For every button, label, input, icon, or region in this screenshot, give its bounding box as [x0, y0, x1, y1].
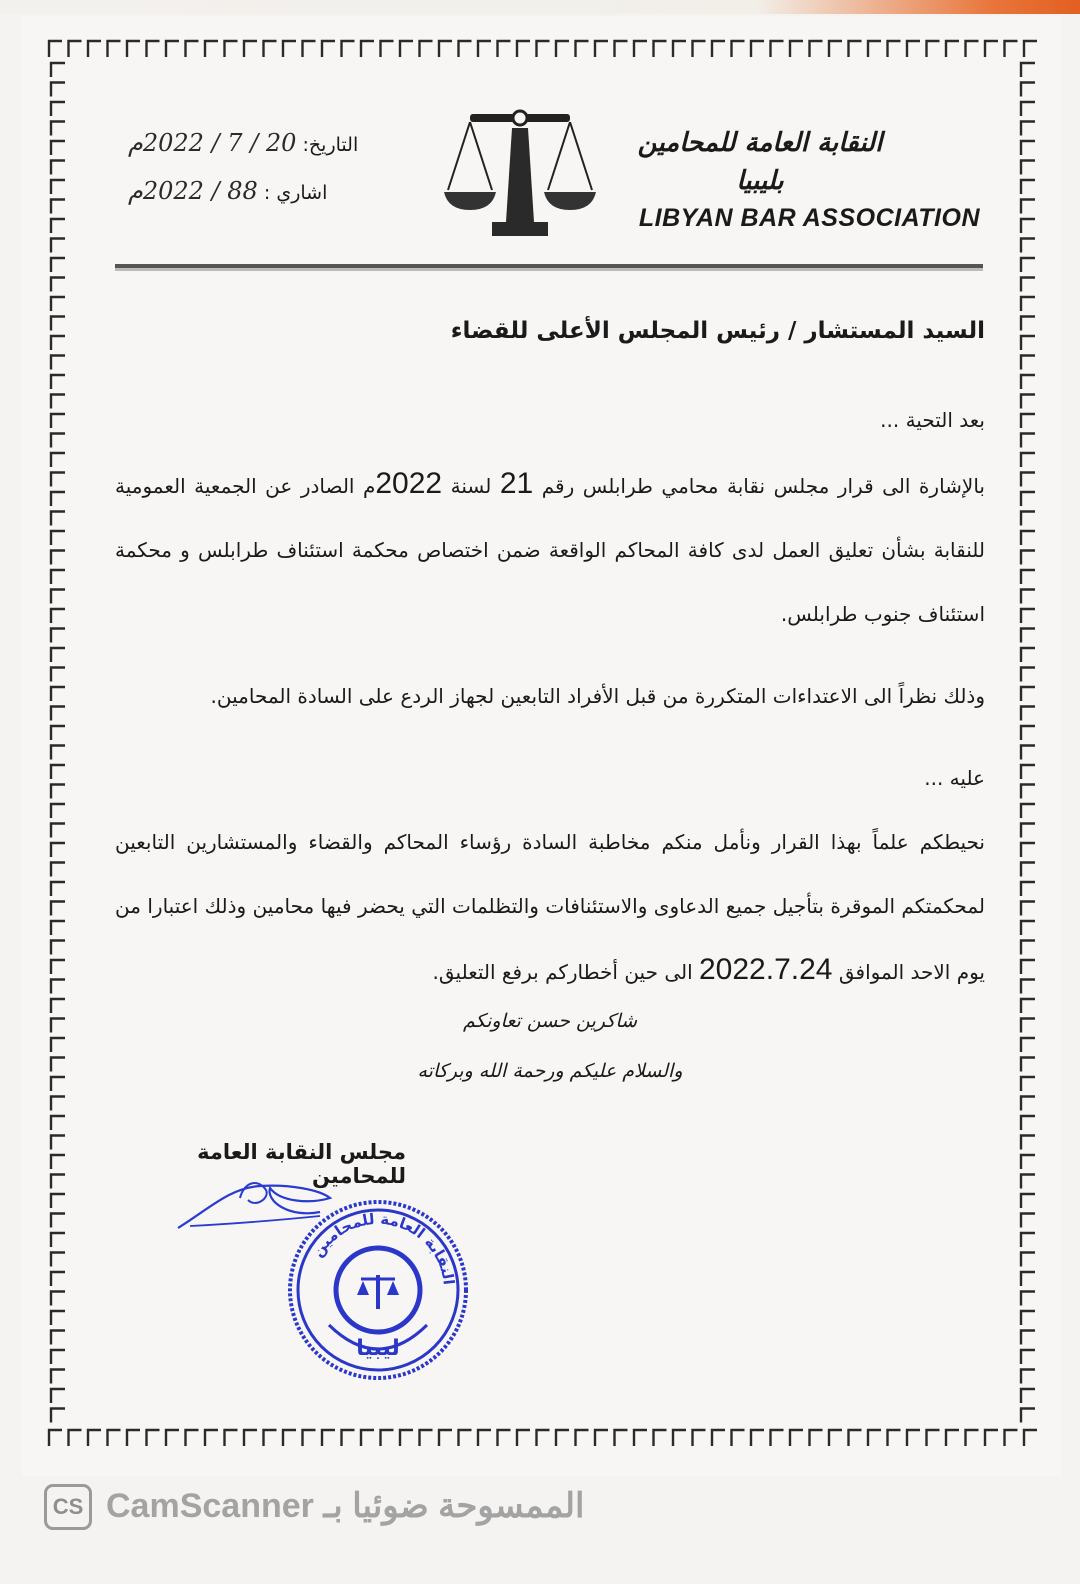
official-stamp [283, 1195, 473, 1385]
camscanner-text: CamScanner الممسوحة ضوئيا بـ [106, 1487, 585, 1525]
org-name-arabic-line1: النقابة العامة للمحامين [637, 128, 883, 158]
decision-year: 2022 [375, 467, 443, 500]
letterhead [110, 100, 990, 250]
effective-date: 2022.7.24 [699, 953, 833, 986]
paragraph-2: وذلك نظراً الى الاعتداءات المتكررة من قبل الأفراد التابعين لجهاز الردع على السادة المحامين. [210, 684, 985, 708]
stamp-country-text: ليبيا [356, 1336, 400, 1361]
org-name-arabic [580, 124, 940, 200]
closing-thanks: شاكرين حسن تعاونكم [462, 1010, 638, 1032]
org-name-arabic-line2: بليبيا [736, 166, 784, 196]
spacer [115, 728, 985, 746]
scan-top-edge [0, 0, 1080, 14]
header-divider [115, 264, 983, 268]
spacer [115, 646, 985, 664]
letter-body [115, 318, 985, 1004]
paragraph-1-end: م الصادر عن الجمعية العمومية للنقابة بشأن تعليق العمل لدى كافة المحاكم الواقعة ضمن اختصاص محكمة استئناف طرابلس و محكمة استئناف جنوب طرابلس. [115, 474, 985, 626]
paragraph-1 [115, 452, 985, 646]
decision-number: 21 [499, 467, 534, 500]
date-value: 20 / 7 / 2022م [128, 129, 297, 157]
reference-value: 88 / 2022م [128, 177, 258, 205]
closing-salutation: والسلام عليكم ورحمة الله وبركاته [417, 1060, 683, 1082]
date-line [128, 120, 428, 168]
reference-line [128, 168, 428, 216]
date-label: التاريخ: [302, 134, 359, 156]
date-reference-block [128, 120, 428, 216]
scales-of-justice-logo [440, 104, 600, 244]
camscanner-logo-icon: CS [44, 1484, 92, 1530]
council-signature-title: مجلس النقابة العامة للمحامين [197, 1140, 406, 1188]
paragraph-3 [115, 810, 985, 1004]
org-name-english: LIBYAN BAR ASSOCIATION [638, 204, 980, 232]
stamp-ring-text: النقابة العامة للمحامين [308, 1209, 458, 1286]
addressee: السيد المستشار / رئيس المجلس الأعلى للقضاء [450, 318, 985, 344]
paragraph-1-start: بالإشارة الى قرار مجلس نقابة محامي طرابلس رقم [541, 474, 985, 498]
greeting: بعد التحية ... [880, 408, 985, 432]
closing-block [350, 996, 750, 1096]
reference-label: اشاري : [263, 182, 328, 204]
paragraph-1-year-label: لسنة [450, 474, 492, 498]
paragraph-3-end: الى حين أخطاركم برفع التعليق. [432, 960, 693, 984]
therefore-line: عليه ... [924, 766, 985, 790]
camscanner-watermark [44, 1478, 644, 1534]
paragraph-3-start: نحيطكم علماً بهذا القرار ونأمل منكم مخاطبة السادة رؤساء المحاكم والقضاء والمستشارين التابعين لمحكمتكم الموقرة بتأجيل جميع الدعاوى والاستئنافات والتظلمات التي يحضر فيها محامين وذلك اعتبارا من يوم الاحد الموافق [115, 830, 985, 984]
